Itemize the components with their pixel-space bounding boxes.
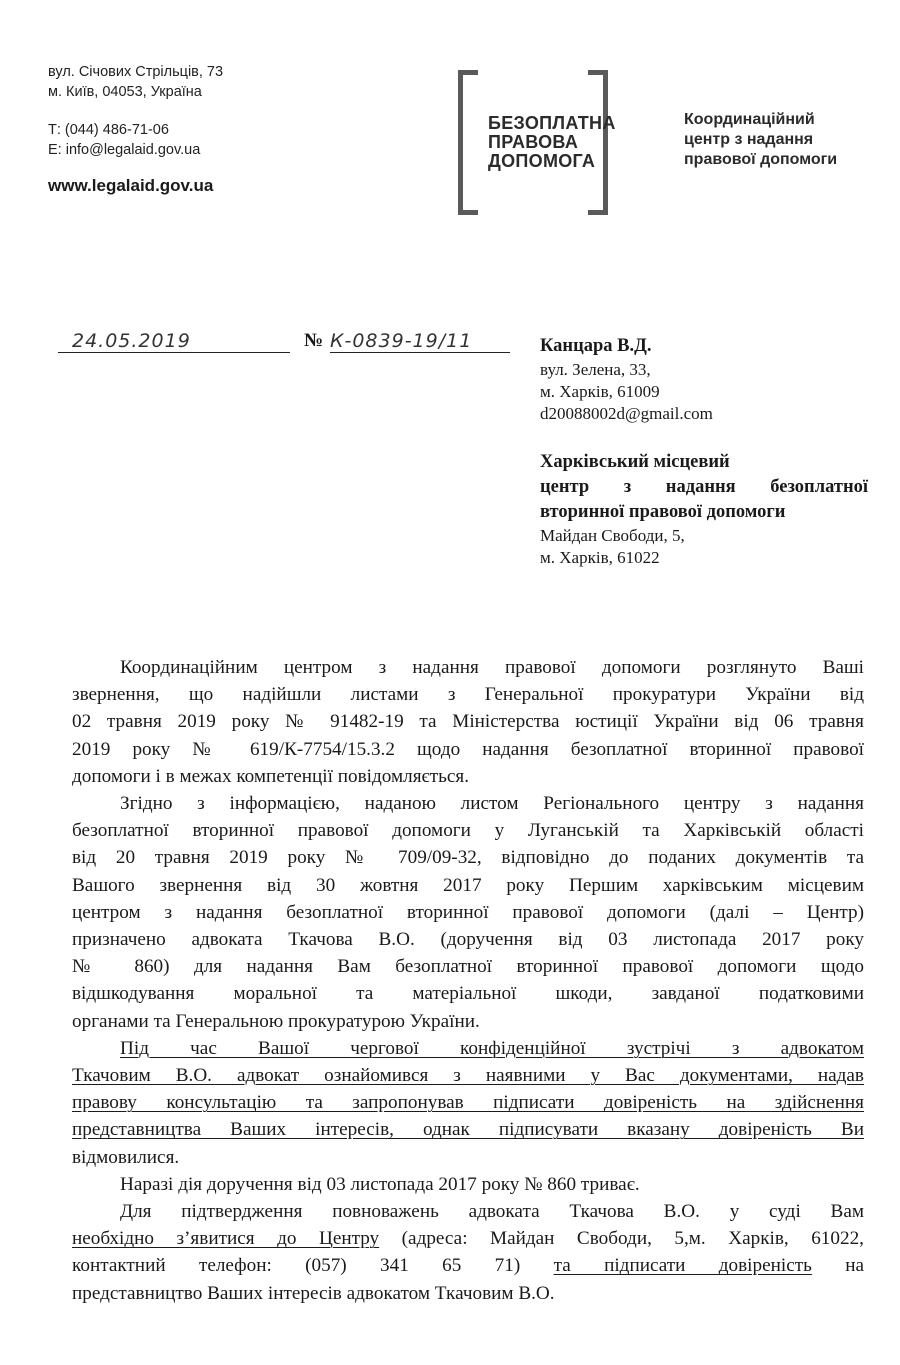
addressee-person-city: м. Харків, 61009 (540, 382, 660, 401)
paragraph-1-line: 02 травня 2019 року № 91482-19 та Міністерства юстиції України від 06 травня (72, 711, 864, 733)
underlined-text: необхідно з’явитися до Центру (72, 1228, 380, 1250)
addressee-center (540, 450, 868, 569)
paragraph-3-line-underlined (72, 1062, 864, 1089)
underlined-text: правову консультацію та запропонував підписати довіреність на здійснення (72, 1092, 864, 1114)
paragraph-5-text: (адреса: Майдан Свободи, 5,м. Харків, 61022, (379, 1228, 864, 1250)
addressee-center-city: м. Харків, 61022 (540, 548, 660, 567)
underlined-text: Під час Вашої чергової конфіденційної зустрічі з адвокатом (120, 1037, 864, 1059)
addressee-person-name: Канцара В.Д. (540, 336, 652, 356)
registration-number-label: № (304, 330, 324, 351)
addressee-person-email: d20088002d@gmail.com (540, 404, 713, 423)
sender-contacts (48, 62, 223, 196)
letter-body (72, 654, 864, 1307)
logo-line-3: ДОПОМОГА (488, 151, 596, 171)
addressee-person (540, 334, 713, 425)
paragraph-5-line (72, 1225, 864, 1252)
paragraph-2-line: органами та Генеральною прокуратурою України. (72, 1010, 480, 1032)
paragraph-2-line: центром з надання безоплатної вторинної правової допомоги (далі – Центр) (72, 901, 864, 923)
underlined-text: та підписати довіреність (553, 1255, 812, 1277)
paragraph-3-line: відмовилися. (72, 1146, 180, 1168)
addressee-center-name-3: вторинної правової допомоги (540, 502, 786, 522)
underlined-text: представництва Ваших інтересів, однак підписувати вказану довіреність Ви (72, 1119, 864, 1141)
paragraph-3-line-underlined (72, 1035, 864, 1062)
paragraph-3-line-underlined (72, 1116, 864, 1143)
addressee-person-street: вул. Зелена, 33, (540, 360, 651, 379)
paragraph-2-line: відшкодування моральної та матеріальної шкоди, завданої податковими (72, 983, 864, 1005)
paragraph-5-text: на (811, 1255, 864, 1277)
sender-city: м. Київ, 04053, Україна (48, 84, 202, 100)
sender-email: E: info@legalaid.gov.ua (48, 142, 201, 158)
paragraph-1-line: Координаційним центром з надання правової допомоги розглянуто Ваші (120, 657, 864, 678)
registration-date: 24.05.2019 (58, 330, 290, 353)
paragraph-1-line: звернення, що надійшли листами з Генеральної прокуратури України від (72, 684, 864, 706)
logo-text (488, 114, 616, 171)
organization-line-2: центр з надання (684, 131, 814, 148)
paragraph-2-line: Згідно з інформацією, наданою листом Регіонального центру з надання (120, 793, 864, 815)
underlined-text: Ткачовим В.О. адвокат ознайомився з наявними у Вас документами, надав (72, 1065, 864, 1087)
sender-website: www.legalaid.gov.ua (48, 176, 214, 195)
paragraph-4: Наразі дія доручення від 03 листопада 2017 року № 860 триває. (120, 1173, 640, 1195)
addressee-center-name-1: Харківський місцевий (540, 452, 730, 472)
paragraph-3-line-underlined (72, 1089, 864, 1116)
registration-number: К-0839-19/11 (330, 330, 510, 353)
logo-line-2: ПРАВОВА (488, 132, 579, 152)
paragraph-5-line: Для підтвердження повноважень адвоката Ткачова В.О. у суді Вам (120, 1201, 864, 1223)
paragraph-1-line: допомоги і в межах компетенції повідомляється. (72, 765, 470, 787)
organization-line-3: правової допомоги (684, 151, 838, 168)
paragraph-5-line: представництво Ваших інтересів адвокатом Ткачовим В.О. (72, 1282, 555, 1304)
paragraph-1-line: 2019 року № 619/К-7754/15.3.2 щодо надання безоплатної вторинної правової (72, 738, 864, 760)
paragraph-2-line: Вашого звернення від 30 жовтня 2017 року Першим харківським місцевим (72, 874, 864, 896)
organization-name (684, 110, 837, 170)
paragraph-2-line: від 20 травня 2019 року № 709/09-32, відповідно до поданих документів та (72, 847, 864, 869)
paragraph-2-line: безоплатної вторинної правової допомоги у Луганській та Харківській області (72, 820, 864, 842)
paragraph-2-line: № 860) для надання Вам безоплатної вторинної правової допомоги щодо (72, 956, 864, 978)
organization-line-1: Координаційний (684, 111, 815, 128)
paragraph-5-line (72, 1252, 864, 1279)
addressee-center-name-2: центр з надання безоплатної (540, 477, 868, 497)
paragraph-5-text: контактний телефон: (057) 341 65 71) (72, 1255, 554, 1277)
addressee-center-street: Майдан Свободи, 5, (540, 526, 685, 545)
logo-line-1: БЕЗОПЛАТНА (488, 113, 616, 133)
sender-street: вул. Січових Стрільців, 73 (48, 64, 224, 80)
logo (458, 70, 616, 215)
sender-phone: Т: (044) 486-71-06 (48, 122, 169, 138)
paragraph-2-line: призначено адвоката Ткачова В.О. (доручення від 03 листопада 2017 року (72, 929, 864, 951)
